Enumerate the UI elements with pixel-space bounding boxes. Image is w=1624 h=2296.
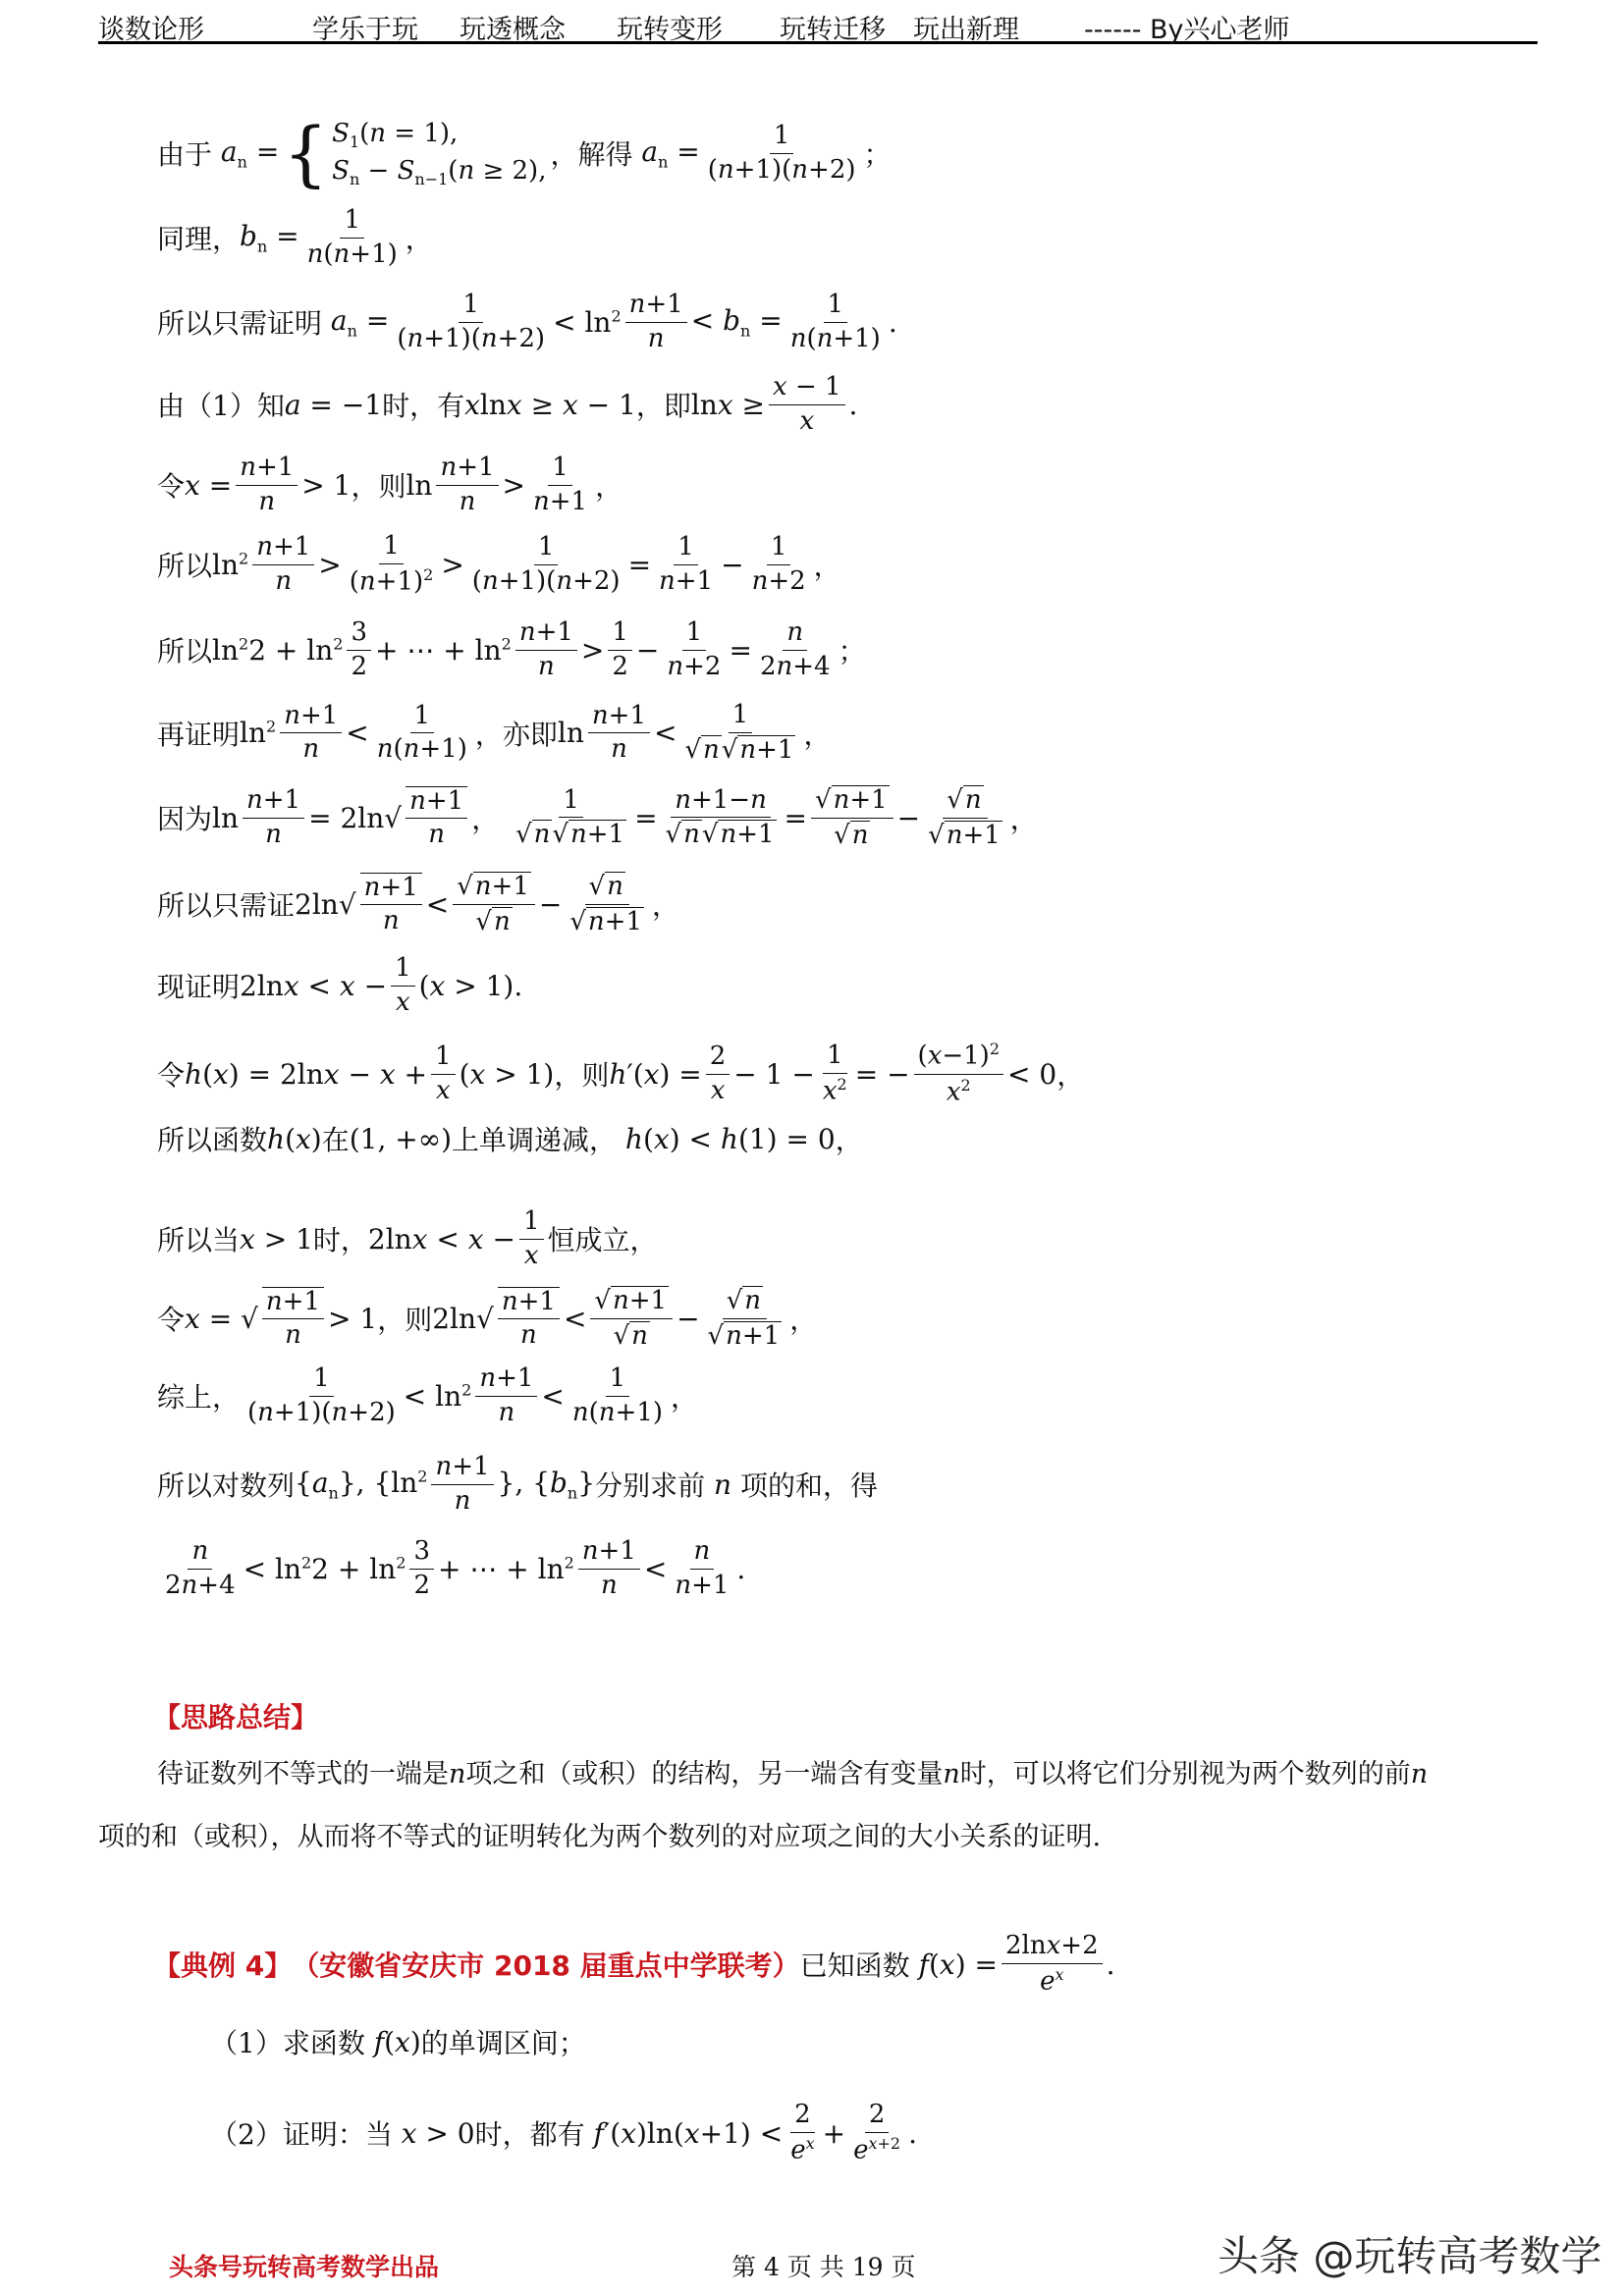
text: （1）求函数 <box>210 2027 365 2059</box>
text: 待证数列不等式的一端是 <box>157 1759 449 1789</box>
text: 时，有 <box>382 390 465 423</box>
text: 令 <box>157 1304 186 1337</box>
proof-line-12: 令 h(x) = 2lnx − x + $\frac{1}{x}$ (x > 1) ，则 h′(x) = $\frac{2}{x}$ − 1 − $\frac{1}{x^2}$ = − $\frac{(x-1)^2}{x^2}$ < 0 ， <box>157 1040 1085 1107</box>
text: 令 <box>157 1059 186 1093</box>
proof-line-13: 所以函数 h(x) 在 (1, +∞) 上单调递减， h(x) < h(1) = 0 ， <box>157 1119 863 1158</box>
text: 因为 <box>157 803 213 836</box>
text: 时，都有 <box>474 2118 585 2152</box>
text: 所以当 <box>157 1224 241 1257</box>
header-item: 玩透概念 <box>460 15 566 45</box>
header-item: 玩转迁移 <box>780 15 886 45</box>
summary-title: 【思路总结】 <box>153 1701 319 1734</box>
text: 同理， <box>157 223 241 256</box>
text: 上单调递减， <box>452 1124 618 1156</box>
proof-line-11: 现证明 2lnx < x − $\frac{1}{x}$ (x > 1). <box>157 953 523 1017</box>
text: 时，可以将它们分别视为两个数列的前 <box>959 1759 1411 1789</box>
text: 恒成立， <box>547 1224 658 1257</box>
text: ，则 <box>351 470 406 504</box>
text: 令 <box>157 470 186 504</box>
proof-line-15: 令 x = √ $\frac{n+1}{n}$ > 1 ，则 2ln√ $\frac{n+1}{n}$ < √ n+1 √ n − √ n √ n+1 ， <box>157 1286 818 1351</box>
summary-text: 待证数列不等式的一端是n项之和（或积）的结构，另一端含有变量n时，可以将它们分别视为两个数列的前n 项的和（或积），从而将不等式的证明转化为两个数列的对应项之间的大小关系的证明. <box>98 1759 1429 1852</box>
text: 现证明 <box>157 971 241 1004</box>
text: ，解得 <box>550 138 633 172</box>
text: 已知函数 <box>799 1949 910 1983</box>
page-number: 第 4 页 共 19 页 <box>731 2253 916 2281</box>
proof-line-2: 同理， $b_n$ = $\frac{1}{n(n+1)}$ ， <box>157 205 433 269</box>
proof-line-3: 所以只需证明 $a_n$ = $\frac{1}{(n+1)(n+2)}$ < $\ln^2$ $\frac{n+1}{n}$ < $b_n$ = $\frac{1}{n(n+1)}$ . <box>157 290 897 353</box>
proof-line-7: 所以 $\ln^22 + \ln^2$ $\frac{3}{2}$ + ⋯ + $\ln^2$ $\frac{n+1}{n}$ > $\frac{1}{2}$ − $\frac{1}{n+2}$ = $\frac{n}{2n+4}$ ； <box>157 617 866 681</box>
text: 的单调区间； <box>420 2027 586 2059</box>
proof-line-6: 所以 $\ln^2$ $\frac{n+1}{n}$ > $\frac{1}{(n+1)^2}$ > $\frac{1}{(n+1)(n+2)}$ = $\frac{1}{n+1}$ − $\frac{1}{n+2}$ ， <box>157 531 841 597</box>
text: ，即 <box>635 390 691 423</box>
text: 项的和，得 <box>739 1469 878 1503</box>
text: 所以 <box>157 550 213 583</box>
text: （2）证明：当 <box>210 2118 393 2152</box>
header-item: 学乐于玩 <box>312 15 418 45</box>
proof-line-9: 因为 ln $\frac{n+1}{n}$ = 2ln√ $\frac{n+1}{n}$ ， 1 √ n √ n+1 = n+1−n √ n √ n+1 = √ n+1 √ n − √ n √ n+1 ， <box>157 784 1038 850</box>
proof-line-8: 再证明 $\ln^2$ $\frac{n+1}{n}$ < $\frac{1}{n(n+1)}$ ，亦即 ln $\frac{n+1}{n}$ < 1 √ n √ n+1 ， <box>157 700 832 765</box>
text: 所以 <box>157 635 213 668</box>
proof-line-5: 令 x = $\frac{n+1}{n}$ > 1 ，则 ln $\frac{n+1}{n}$ > $\frac{1}{n+1}$ ， <box>157 453 623 516</box>
proof-line-10: 所以只需证 2ln√ $\frac{n+1}{n}$ < √ n+1 √ n − √ n √ n+1 ， <box>157 872 680 936</box>
text: 所以只需证明 <box>157 307 323 341</box>
text: 再证明 <box>157 718 241 751</box>
text: 综上， <box>157 1381 241 1415</box>
text: ，则 <box>554 1059 610 1093</box>
footer-publisher: 头条号玩转高考数学出品 <box>169 2253 440 2281</box>
proof-line-14: 所以当 x > 1 时， 2lnx < x − $\frac{1}{x}$ 恒成立， <box>157 1206 658 1270</box>
proof-line-1: 由于 $a_n$ = { $S_1(n = 1)$, $S_n - S_{n-1}(n \ge 2)$, ，解得 $a_n$ = $\frac{1}{(n+1)(n+2)}$ ； <box>157 112 892 195</box>
text: 分别求前 <box>595 1469 706 1503</box>
text: 所以只需证 <box>157 889 296 923</box>
text: 由于 <box>157 138 213 172</box>
example-4-q1: （1）求函数 f(x) 的单调区间； <box>210 2022 586 2061</box>
proof-line-17: 所以对数列 $\{a_n\}$, {$\ln^2$ $\frac{n+1}{n}$ }, $\{b_n\}$ 分别求前 n 项的和，得 <box>157 1452 878 1516</box>
header-item: 谈数论形 <box>98 15 204 45</box>
proof-line-18: $\frac{n}{2n+4}$ < $\ln^22 + \ln^2$ $\frac{3}{2}$ + ⋯ + $\ln^2$ $\frac{n+1}{n}$ < $\frac{n}{n+1}$ . <box>165 1536 746 1600</box>
example-label: 【典例 4】 <box>153 1949 293 1983</box>
text: ，则 <box>377 1304 433 1337</box>
header-item: 玩出新理 <box>913 15 1019 45</box>
example-source: （安徽省安庆市 2018 届重点中学联考） <box>292 1949 800 1983</box>
proof-line-16: 综上， $\frac{1}{(n+1)(n+2)}$ < $\ln^2$ $\frac{n+1}{n}$ < $\frac{1}{n(n+1)}$ ， <box>157 1363 699 1427</box>
watermark: 头条 @玩转高考数学 <box>1218 2232 1602 2280</box>
text: 项的和（或积），从而将不等式的证明转化为两个数列的对应项之间的大小关系的证明. <box>98 1822 1102 1852</box>
proof-line-4: 由（1）知 a = −1 时，有 xlnx ≥ x − 1 ，即 lnx ≥ $\frac{x - 1}{x}$ . <box>157 372 858 436</box>
page-header <box>98 6 1538 44</box>
text: 由（1）知 <box>157 390 285 423</box>
example-4-q2: （2）证明：当 x > 0 时，都有 f′(x)ln(x+1) < $\frac{2}{e^x}$ + $\frac{2}{e^{x+2}}$ . <box>210 2100 917 2165</box>
header-item: 玩转变形 <box>617 15 723 45</box>
text: 时， <box>312 1224 368 1257</box>
text: 所以函数 <box>157 1124 268 1156</box>
header-item: ------ By兴心老师 <box>1084 15 1290 45</box>
text: 项之和（或积）的结构，另一端含有变量 <box>465 1759 944 1789</box>
example-4-stem: 【典例 4】 （安徽省安庆市 2018 届重点中学联考） 已知函数 f(x) = $\frac{2\ln x+2}{e^x}$ . <box>153 1931 1115 1997</box>
text: 所以对数列 <box>157 1469 296 1503</box>
text: 在 <box>321 1124 350 1156</box>
text: ，亦即 <box>474 718 558 751</box>
